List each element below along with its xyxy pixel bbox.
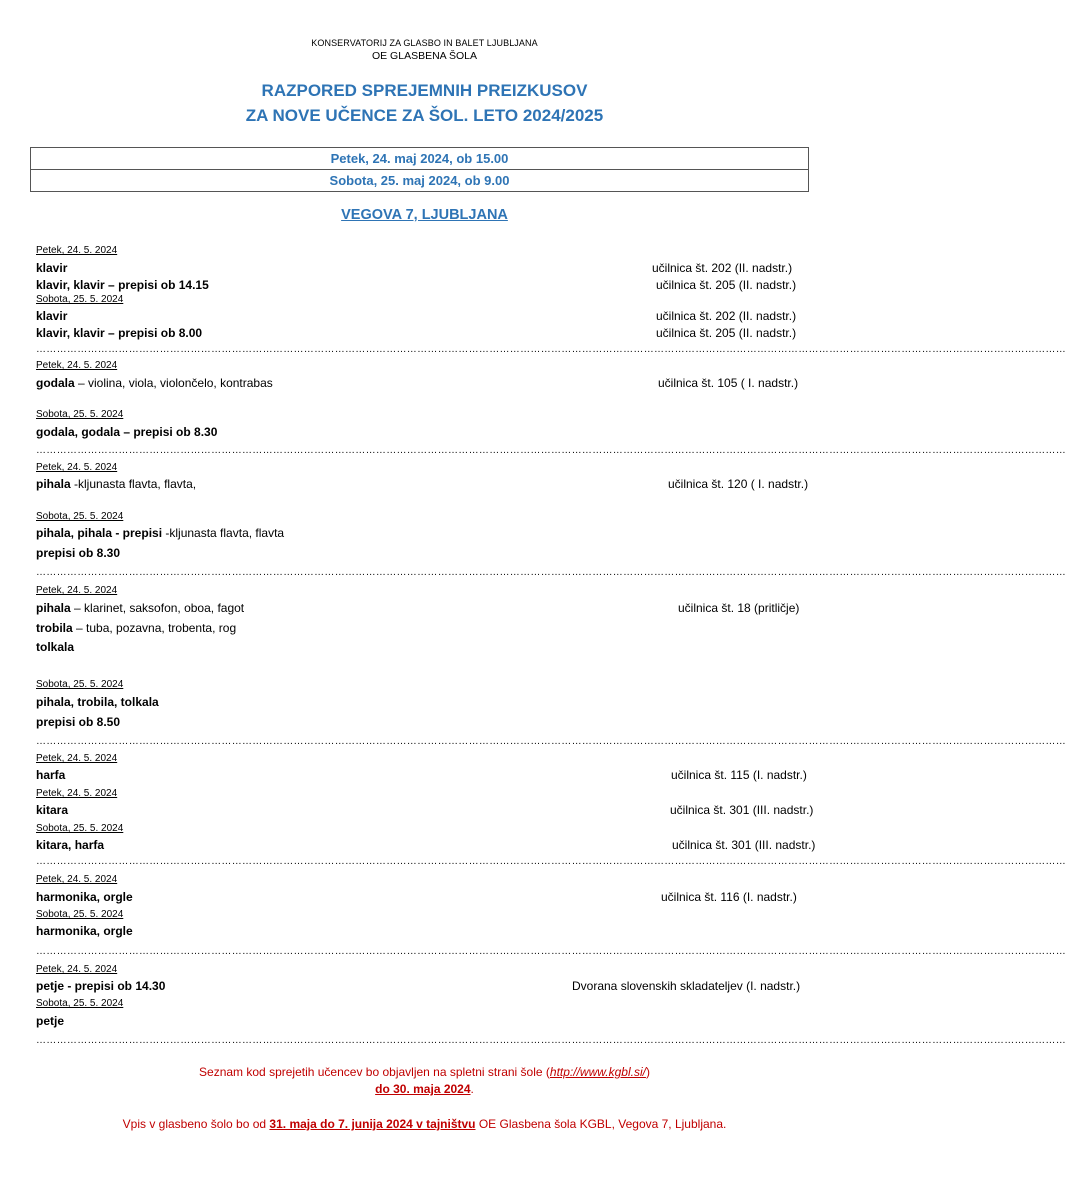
- instrument-name: godala, godala – prepisi ob 8.30: [36, 425, 218, 439]
- instrument-line: [36, 621, 236, 635]
- dotted-separator: …………………………………………………………………………………………………………………………………………………………………………………………………………………………………………………………………………: [36, 856, 1066, 867]
- instrument-detail: – klarinet, saksofon, oboa, fagot: [70, 601, 245, 615]
- date-label: Petek, 24. 5. 2024: [36, 585, 118, 596]
- dotted-separator: …………………………………………………………………………………………………………………………………………………………………………………………………………………………………………………………………………: [36, 946, 1066, 957]
- results-deadline-date: do 30. maja 2024: [375, 1082, 471, 1096]
- instrument-name: harfa: [36, 768, 66, 782]
- venue-heading: VEGOVA 7, LJUBLJANA: [341, 207, 508, 223]
- instrument-line: [36, 768, 65, 782]
- date-label: Petek, 24. 5. 2024: [36, 462, 118, 473]
- results-deadline: [0, 1082, 849, 1096]
- results-notice-end: ): [645, 1065, 650, 1079]
- instrument-line: [36, 261, 67, 275]
- results-notice-text: Seznam kod sprejetih učencev bo objavljen na spletni strani šole (: [199, 1065, 550, 1079]
- dotted-separator: …………………………………………………………………………………………………………………………………………………………………………………………………………………………………………………………………………: [36, 567, 1066, 578]
- instrument-name: klavir: [36, 261, 68, 275]
- room-label: učilnica št. 18 (pritličje): [678, 601, 800, 615]
- instrument-line: [36, 601, 244, 615]
- instrument-line: [36, 1014, 64, 1028]
- date-label: Sobota, 25. 5. 2024: [36, 679, 124, 690]
- room-label: učilnica št. 120 ( I. nadstr.): [668, 477, 809, 491]
- room-label: učilnica št. 202 (II. nadstr.): [652, 261, 793, 275]
- instrument-name: klavir, klavir – prepisi ob 14.15: [36, 278, 209, 292]
- instrument-line: [36, 278, 209, 292]
- instrument-name: pihala, trobila, tolkala: [36, 695, 159, 709]
- instrument-line: [36, 526, 284, 540]
- instrument-line: [36, 425, 217, 439]
- instrument-line: [36, 890, 133, 904]
- instrument-line: [36, 715, 120, 729]
- instrument-detail: -kljunasta flavta, flavta: [162, 526, 285, 540]
- instrument-line: [36, 477, 196, 491]
- room-label: učilnica št. 105 ( I. nadstr.): [658, 376, 799, 390]
- instrument-name: klavir: [36, 309, 68, 323]
- school-unit: OE GLASBENA ŠOLA: [371, 50, 478, 62]
- date-label: Sobota, 25. 5. 2024: [36, 909, 124, 920]
- room-label: učilnica št. 205 (II. nadstr.): [656, 326, 797, 340]
- room-label: učilnica št. 115 (I. nadstr.): [671, 768, 807, 782]
- instrument-name: prepisi ob 8.50: [36, 715, 121, 729]
- school-website-link[interactable]: http://www.kgbl.si/: [549, 1065, 646, 1079]
- page-title-line1: RAZPORED SPREJEMNIH PREIZKUSOV: [261, 81, 588, 100]
- date-label: Sobota, 25. 5. 2024: [36, 998, 124, 1009]
- room-label: učilnica št. 301 (III. nadstr.): [672, 838, 816, 852]
- instrument-name: godala: [36, 376, 75, 390]
- instrument-line: [36, 640, 74, 654]
- instrument-name: pihala: [36, 601, 71, 615]
- instrument-line: [36, 979, 165, 993]
- instrument-name: prepisi ob 8.30: [36, 546, 121, 560]
- instrument-name: pihala, pihala - prepisi: [36, 526, 163, 540]
- enrollment-period: 31. maja do 7. junija 2024 v tajništvu: [269, 1117, 476, 1131]
- date-friday: Petek, 24. maj 2024, ob 15.00: [330, 151, 509, 166]
- date-label: Sobota, 25. 5. 2024: [36, 823, 124, 834]
- page-title-line2: ZA NOVE UČENCE ZA ŠOL. LETO 2024/2025: [245, 106, 604, 125]
- instrument-line: [36, 326, 202, 340]
- date-label: Petek, 24. 5. 2024: [36, 360, 118, 371]
- enrollment-notice: [0, 1117, 849, 1131]
- date-label: Sobota, 25. 5. 2024: [36, 511, 124, 522]
- enrollment-notice-text: Vpis v glasbeno šolo bo od: [122, 1117, 270, 1131]
- enrollment-location: OE Glasbena šola KGBL, Vegova 7, Ljubljana.: [475, 1117, 727, 1131]
- instrument-name: trobila: [36, 621, 73, 635]
- school-name: KONSERVATORIJ ZA GLASBO IN BALET LJUBLJANA: [311, 38, 538, 48]
- instrument-line: [36, 695, 159, 709]
- instrument-name: harmonika, orgle: [36, 924, 133, 938]
- instrument-detail: – tuba, pozavna, trobenta, rog: [72, 621, 237, 635]
- instrument-name: tolkala: [36, 640, 75, 654]
- instrument-detail: – violina, viola, violončelo, kontrabas: [74, 376, 273, 390]
- date-label: Petek, 24. 5. 2024: [36, 788, 118, 799]
- instrument-name: petje - prepisi ob 14.30: [36, 979, 166, 993]
- date-saturday: Sobota, 25. maj 2024, ob 9.00: [31, 169, 808, 191]
- room-label: učilnica št. 116 (I. nadstr.): [661, 890, 797, 904]
- date-label: Petek, 24. 5. 2024: [36, 874, 118, 885]
- instrument-name: pihala: [36, 477, 71, 491]
- results-notice: [0, 1065, 849, 1079]
- instrument-line: [36, 924, 133, 938]
- dates-box: [30, 147, 809, 192]
- dotted-separator: …………………………………………………………………………………………………………………………………………………………………………………………………………………………………………………………………………: [36, 1035, 1066, 1046]
- dotted-separator: …………………………………………………………………………………………………………………………………………………………………………………………………………………………………………………………………………: [36, 736, 1066, 747]
- date-label: Petek, 24. 5. 2024: [36, 245, 118, 256]
- instrument-line: [36, 803, 68, 817]
- date-label: Petek, 24. 5. 2024: [36, 964, 118, 975]
- date-label: Sobota, 25. 5. 2024: [36, 409, 124, 420]
- room-label: učilnica št. 301 (III. nadstr.): [670, 803, 814, 817]
- room-label: učilnica št. 205 (II. nadstr.): [656, 278, 797, 292]
- room-label: učilnica št. 202 (II. nadstr.): [656, 309, 797, 323]
- instrument-name: petje: [36, 1014, 65, 1028]
- results-deadline-end: .: [470, 1082, 474, 1096]
- instrument-detail: -kljunasta flavta, flavta,: [70, 477, 197, 491]
- instrument-line: [36, 838, 104, 852]
- dotted-separator: …………………………………………………………………………………………………………………………………………………………………………………………………………………………………………………………………………: [36, 445, 1066, 456]
- instrument-name: harmonika, orgle: [36, 890, 133, 904]
- date-label: Sobota, 25. 5. 2024: [36, 294, 124, 305]
- instrument-line: [36, 309, 67, 323]
- instrument-name: kitara: [36, 803, 69, 817]
- instrument-line: [36, 376, 273, 390]
- instrument-line: [36, 546, 120, 560]
- instrument-name: kitara, harfa: [36, 838, 105, 852]
- room-label: Dvorana slovenskih skladateljev (I. nadstr.): [572, 979, 801, 993]
- date-label: Petek, 24. 5. 2024: [36, 753, 118, 764]
- dotted-separator: …………………………………………………………………………………………………………………………………………………………………………………………………………………………………………………………………………: [36, 344, 1066, 355]
- instrument-name: klavir, klavir – prepisi ob 8.00: [36, 326, 203, 340]
